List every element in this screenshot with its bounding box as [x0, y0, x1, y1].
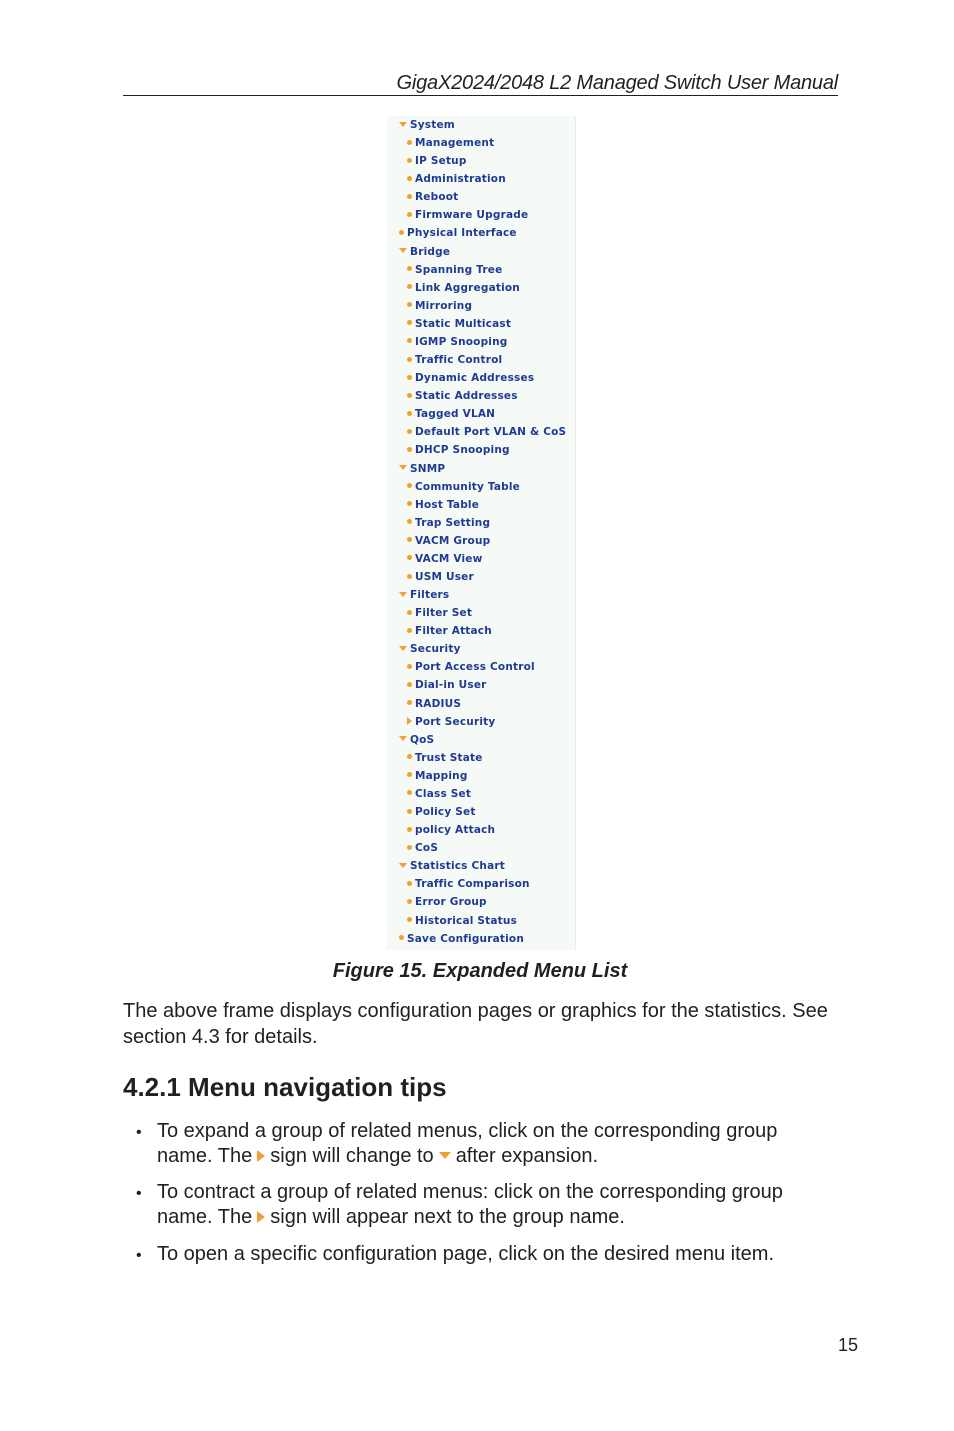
menu-item-default-port-vlan-cos[interactable]	[407, 423, 566, 441]
menu-item-historical-status[interactable]	[407, 912, 517, 930]
expanded-arrow-icon	[399, 122, 407, 127]
bullet-dot-icon	[407, 682, 412, 687]
menu-item-trap-setting[interactable]	[407, 514, 490, 532]
menu-item-label: Physical Interface	[407, 227, 517, 240]
menu-item-traffic-control[interactable]	[407, 351, 502, 369]
collapsed-arrow-icon	[257, 1211, 265, 1223]
menu-item-label: VACM View	[415, 552, 483, 565]
collapsed-arrow-icon	[407, 717, 412, 725]
bullet-dot-icon	[407, 519, 412, 524]
menu-item-save-configuration[interactable]	[399, 930, 524, 948]
menu-item-spanning-tree[interactable]	[407, 261, 502, 279]
bullet-dot-icon	[407, 158, 412, 163]
bullet-dot-icon	[407, 411, 412, 416]
tip-contract-text-b: sign will appear next to the group name.	[270, 1206, 625, 1228]
menu-item-filter-attach[interactable]	[407, 622, 492, 640]
menu-item-label: IGMP Snooping	[415, 335, 508, 348]
bullet-dot-icon	[407, 266, 412, 271]
menu-item-link-aggregation[interactable]	[407, 279, 520, 297]
menu-item-label: Administration	[415, 173, 506, 186]
menu-item-filters[interactable]	[399, 586, 449, 604]
bullet-dot-icon	[407, 574, 412, 579]
bullet-dot-icon	[407, 628, 412, 633]
intro-paragraph-line-1: The above frame displays configuration pages or graphics for the statistics. See	[123, 1000, 828, 1022]
menu-item-label: Community Table	[415, 480, 521, 493]
bullet-dot-icon	[407, 483, 412, 488]
menu-item-label: policy Attach	[415, 824, 496, 837]
tip-expand-line-1: To expand a group of related menus, click on the corresponding group	[157, 1120, 778, 1142]
bullet-dot-icon	[407, 302, 412, 307]
menu-item-physical-interface[interactable]	[399, 224, 517, 242]
menu-item-label: IP Setup	[415, 155, 467, 168]
menu-item-label: RADIUS	[415, 697, 462, 710]
menu-item-label: Port Security	[415, 715, 496, 728]
menu-item-security[interactable]	[399, 640, 461, 658]
tip-contract-line-1: To contract a group of related menus: click on the corresponding group	[157, 1181, 783, 1203]
menu-item-filter-set[interactable]	[407, 604, 472, 622]
bullet-dot-icon	[407, 429, 412, 434]
menu-item-reboot[interactable]	[407, 188, 458, 206]
menu-item-label: Default Port VLAN & CoS	[415, 426, 567, 439]
tip-expand-text-a: name. The	[157, 1145, 253, 1167]
menu-item-dynamic-addresses[interactable]	[407, 369, 534, 387]
menu-item-label: Port Access Control	[415, 661, 535, 674]
tip-expand	[157, 1119, 837, 1169]
bullet-dot-icon	[407, 917, 412, 922]
menu-item-dial-in-user[interactable]	[407, 676, 487, 694]
menu-item-label: QoS	[410, 733, 435, 746]
bullet-dot-icon	[407, 881, 412, 886]
menu-item-usm-user[interactable]	[407, 568, 474, 586]
menu-item-label: Historical Status	[415, 914, 518, 927]
manual-title: GigaX2024/2048 L2 Managed Switch User Manual	[396, 72, 838, 94]
tip-open-page-line-1: To open a specific configuration page, click on the desired menu item.	[157, 1243, 775, 1265]
menu-item-label: USM User	[415, 571, 474, 583]
menu-item-policy-attach[interactable]	[407, 821, 495, 839]
bullet-dot-icon	[407, 194, 412, 199]
menu-item-firmware-upgrade[interactable]	[407, 206, 528, 224]
menu-item-label: Trust State	[415, 751, 483, 764]
menu-item-label: Filters	[410, 589, 450, 602]
tip-open-page	[157, 1242, 837, 1267]
bullet-dot-icon	[407, 212, 412, 217]
bullet-dot-icon	[407, 284, 412, 289]
bullet-dot-icon	[407, 827, 412, 832]
expanded-menu-list	[387, 116, 576, 950]
menu-item-label: VACM Group	[415, 534, 491, 547]
menu-item-label: Mapping	[415, 769, 468, 782]
menu-item-ip-setup[interactable]	[407, 152, 467, 170]
bullet-dot-icon	[407, 375, 412, 380]
menu-item-label: Traffic Comparison	[415, 878, 530, 891]
menu-item-tagged-vlan[interactable]	[407, 405, 495, 423]
menu-item-mirroring[interactable]	[407, 297, 472, 315]
bullet-dot-icon	[407, 176, 412, 181]
menu-item-mapping[interactable]	[407, 767, 468, 785]
bullet-dot-icon	[399, 935, 404, 940]
menu-item-label: Save Configuration	[407, 932, 524, 945]
menu-item-label: Static Addresses	[415, 390, 518, 403]
menu-item-label: Dynamic Addresses	[415, 372, 535, 385]
menu-item-label: Reboot	[415, 191, 459, 204]
menu-item-administration[interactable]	[407, 170, 506, 188]
menu-item-vacm-group[interactable]	[407, 532, 490, 550]
bullet-dot-icon	[407, 537, 412, 542]
menu-item-error-group[interactable]	[407, 893, 487, 911]
bullet-dot-icon	[407, 899, 412, 904]
menu-item-label: Host Table	[415, 498, 480, 511]
menu-item-label: Traffic Control	[415, 354, 503, 367]
bullet-dot-icon	[407, 664, 412, 669]
menu-item-static-addresses[interactable]	[407, 387, 518, 405]
bullet-marker: •	[136, 1124, 142, 1141]
menu-item-label: Spanning Tree	[415, 263, 503, 276]
bullet-dot-icon	[407, 790, 412, 795]
menu-item-label: Filter Set	[415, 607, 473, 620]
intro-paragraph	[123, 998, 843, 1050]
figure-caption: Figure 15. Expanded Menu List	[332, 960, 628, 982]
menu-item-label: Link Aggregation	[415, 281, 520, 294]
bullet-marker: •	[136, 1185, 142, 1202]
bullet-marker: •	[136, 1247, 142, 1264]
menu-item-dhcp-snooping[interactable]	[407, 441, 510, 459]
menu-item-label: Trap Setting	[415, 516, 491, 529]
menu-item-label: Class Set	[415, 787, 472, 800]
menu-item-label: CoS	[415, 842, 439, 855]
menu-item-label: Dial-in User	[415, 679, 487, 692]
bullet-dot-icon	[407, 772, 412, 777]
bullet-dot-icon	[407, 501, 412, 506]
menu-item-qos[interactable]	[399, 731, 434, 749]
menu-item-statistics-chart[interactable]	[399, 857, 505, 875]
bullet-dot-icon	[407, 845, 412, 850]
running-header	[123, 71, 838, 96]
menu-item-radius[interactable]	[407, 695, 461, 713]
menu-item-community-table[interactable]	[407, 478, 520, 496]
menu-item-label: Tagged VLAN	[415, 408, 496, 421]
menu-item-label: Static Multicast	[415, 317, 512, 330]
bullet-dot-icon	[407, 809, 412, 814]
menu-item-traffic-comparison[interactable]	[407, 875, 530, 893]
menu-item-label: Bridge	[410, 245, 451, 258]
menu-item-label: System	[410, 119, 455, 131]
bullet-dot-icon	[407, 338, 412, 343]
expanded-arrow-icon	[399, 646, 407, 651]
bullet-dot-icon	[407, 140, 412, 145]
intro-paragraph-line-2: section 4.3 for details.	[123, 1026, 318, 1048]
menu-item-policy-set[interactable]	[407, 803, 476, 821]
menu-item-label: Policy Set	[415, 806, 476, 819]
menu-item-label: Security	[410, 643, 461, 656]
menu-item-label: Statistics Chart	[410, 860, 505, 873]
bullet-dot-icon	[407, 754, 412, 759]
menu-item-label: Firmware Upgrade	[415, 209, 529, 222]
expanded-arrow-icon	[399, 863, 407, 868]
menu-item-trust-state[interactable]	[407, 749, 483, 767]
bullet-dot-icon	[407, 700, 412, 705]
menu-item-management[interactable]	[407, 134, 494, 152]
tip-contract	[157, 1180, 837, 1230]
menu-item-vacm-view[interactable]	[407, 550, 483, 568]
bullet-dot-icon	[407, 320, 412, 325]
menu-item-static-multicast[interactable]	[407, 315, 511, 333]
menu-item-cos[interactable]	[407, 839, 438, 857]
tip-expand-text-b: sign will change to	[270, 1145, 434, 1167]
tip-contract-text-a: name. The	[157, 1206, 253, 1228]
expanded-arrow-icon	[399, 592, 407, 597]
bullet-dot-icon	[407, 357, 412, 362]
collapsed-arrow-icon	[257, 1150, 265, 1162]
menu-item-label: Management	[415, 137, 495, 150]
menu-item-port-access-control[interactable]	[407, 658, 535, 676]
expanded-arrow-icon	[399, 248, 407, 253]
expanded-arrow-icon	[399, 736, 407, 741]
menu-item-label: Filter Attach	[415, 625, 492, 638]
menu-item-port-security[interactable]	[407, 713, 495, 731]
bullet-dot-icon	[407, 555, 412, 560]
tip-expand-text-c: after expansion.	[455, 1145, 599, 1167]
menu-item-igmp-snooping[interactable]	[407, 333, 508, 351]
menu-item-bridge[interactable]	[399, 243, 450, 261]
expanded-arrow-icon	[399, 465, 407, 470]
expanded-arrow-icon	[439, 1152, 451, 1159]
menu-item-host-table[interactable]	[407, 496, 479, 514]
bullet-dot-icon	[407, 610, 412, 615]
bullet-dot-icon	[407, 393, 412, 398]
menu-item-label: Mirroring	[415, 299, 473, 312]
menu-item-label: SNMP	[410, 462, 446, 475]
menu-item-class-set[interactable]	[407, 785, 471, 803]
bullet-dot-icon	[407, 447, 412, 452]
page-number: 15	[837, 1335, 858, 1355]
menu-item-label: DHCP Snooping	[415, 444, 510, 457]
menu-item-label: Error Group	[415, 896, 487, 909]
menu-item-system[interactable]	[399, 116, 455, 134]
section-heading: 4.2.1 Menu navigation tips	[123, 1072, 447, 1102]
menu-item-snmp[interactable]	[399, 460, 445, 478]
bullet-dot-icon	[399, 230, 404, 235]
